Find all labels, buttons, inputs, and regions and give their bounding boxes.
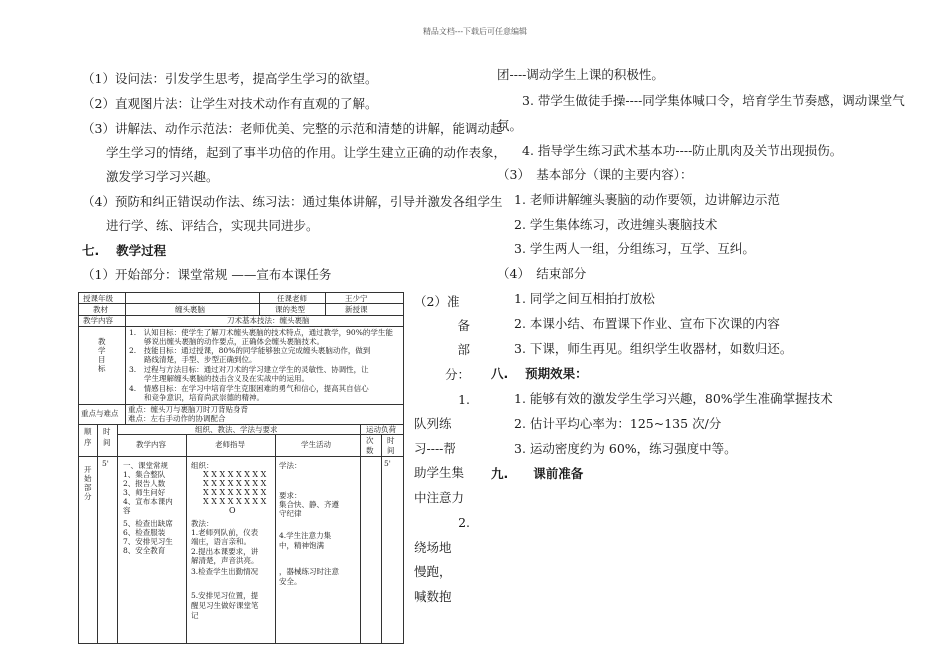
duration-value: 5' [384, 459, 391, 468]
lesson-type-label: 课的类型 [275, 305, 305, 314]
content-header: 教学内容 [136, 440, 166, 449]
method-3-line-3: 激发学习学习兴趣。 [106, 169, 219, 184]
teaching-method: 醒见习生做好课堂笔 [191, 601, 259, 610]
seq-1: 开 [84, 465, 92, 474]
right-line: 3. 运动密度约为 60%，练习强度中等。 [514, 441, 737, 456]
prep-item-1-number: 1. [458, 392, 470, 407]
teacher-name: 王少宁 [345, 294, 368, 303]
goals-label-4: 标 [98, 364, 106, 373]
seq-header-2: 序 [84, 438, 92, 447]
lesson-plan-table [78, 292, 404, 644]
teaching-method: 1.老师列队前，仪表 [191, 528, 259, 537]
teacher-position: O [229, 506, 236, 515]
content-item: 一、课堂常规 [123, 461, 168, 470]
teaching-method-label: 教法： [191, 519, 214, 528]
student-requirement: ，器械练习时注意 [279, 567, 339, 576]
section-8-heading: 八. 预期效果： [491, 366, 588, 381]
time-header-2: 间 [103, 438, 111, 447]
seq-3: 部 [84, 483, 92, 492]
basic-part-heading: （3） 基本部分（课的主要内容）： [497, 167, 693, 182]
content-item: 5、检查出缺席 [123, 519, 173, 528]
goals-label-2: 学 [98, 346, 106, 355]
method-4-line-1: （4）预防和纠正错误动作法、练习法：通过集体讲解，引导并激发各组学生 [82, 194, 503, 209]
seq-4: 分 [84, 492, 92, 501]
goals-label-3: 目 [98, 355, 106, 364]
right-line: 3. 学生两人一组，分组练习，互学、互纠。 [514, 241, 755, 256]
material-value: 缠头裹脑 [175, 305, 205, 314]
right-line: 氛。 [497, 118, 523, 133]
content-item: 6、检查服装 [123, 528, 166, 537]
end-part-heading: （4） 结束部分 [497, 266, 587, 281]
goal-line: 够说出缠头裹脑的动作要点，正确体会缠头裹脑技术。 [129, 337, 324, 346]
right-line: 2. 学生集体练习，改进缠头裹脑技术 [514, 217, 718, 232]
goal-line: 3. 过程与方法目标：通过对刀术的学习建立学生的灵敏性、协调性，让 [129, 365, 369, 374]
student-requirement: 集合快、静、齐遵 [279, 500, 339, 509]
time-header-1: 时 [103, 427, 111, 436]
section-7-heading: 七. 教学过程 [82, 243, 167, 258]
formation-row: X X X X X X X X [203, 470, 267, 479]
method-4-line-2: 进行学、练、评结合，实现共同进步。 [106, 218, 319, 233]
content-item: 1、集合整队 [123, 470, 166, 479]
difficulty-point: 难点：左右手动作的协调配合 [128, 414, 226, 423]
content-item: 7、安排见习生 [123, 537, 173, 546]
lesson-type-value: 新授课 [345, 305, 368, 314]
prep-item-2: 绕场地 [414, 540, 452, 555]
prep-item-1: 中注意力 [414, 490, 465, 505]
organization-label: 组织： [191, 461, 214, 470]
time-value: 5' [102, 459, 109, 468]
study-method-label: 学法： [279, 461, 302, 470]
teaching-method: 2.提出本课要求，讲 [191, 547, 259, 556]
times-header-1: 次 [366, 436, 374, 445]
student-requirement: 安全。 [279, 577, 302, 586]
student-requirement: 要求： [279, 491, 302, 500]
content-item: 3、师生问好 [123, 488, 166, 497]
right-line: 团----调动学生上课的积极性。 [497, 67, 664, 82]
key-points-label: 重点与难点 [81, 409, 119, 418]
content-value: 刀术基本技法：缠头裹脑 [227, 316, 310, 325]
prep-item-1: 助学生集 [414, 465, 465, 480]
method-3-line-1: （3）讲解法、动作示范法：老师优美、完整的示范和清楚的讲解，能调动起 [82, 121, 503, 136]
prep-heading-2: 备 [457, 318, 470, 333]
prep-item-2-number: 2. [458, 515, 470, 530]
student-requirement: 守纪律 [279, 509, 302, 518]
teacher-label: 任课老师 [277, 294, 307, 303]
load-header: 运动负荷 [366, 425, 396, 434]
org-header: 组织、教法、学法与要求 [195, 425, 278, 434]
prep-item-1: 队列练 [414, 416, 452, 431]
times-header-2: 数 [366, 446, 374, 455]
section-9-heading: 九. 课前准备 [491, 466, 584, 481]
teaching-method: 端庄，语言亲和。 [191, 537, 251, 546]
right-line: 3. 下课，师生再见。组织学生收器材，如数归还。 [514, 341, 793, 356]
prep-item-2: 慢跑， [414, 564, 452, 579]
method-3-line-2: 学生学习的情绪，起到了事半功倍的作用。让学生建立正确的动作表象， [106, 145, 507, 160]
content-item: 8、安全教育 [123, 546, 166, 555]
dur-header-1: 时 [387, 436, 395, 445]
right-line: 1. 同学之间互相拍打放松 [514, 291, 655, 306]
right-line: 2. 本课小结、布置课下作业、宣布下次课的内容 [514, 316, 780, 331]
goal-line: 2. 技能目标：通过授课，80%的同学能够独立完成缠头裹脑动作，做到 [129, 346, 371, 355]
material-label: 教材 [93, 305, 108, 314]
goals-label-1: 教 [98, 337, 106, 346]
watermark: 精品文档---下载后可任意编辑 [422, 27, 528, 36]
method-2: （2）直观图片法：让学生对技术动作有直观的了解。 [82, 96, 378, 111]
right-line: 3. 带学生做徒手操----同学集体喊口令，培育学生节奏感，调动课堂气 [522, 93, 905, 108]
right-line: 1. 能够有效的激发学生学习兴趣，80%学生准确掌握技术 [514, 391, 833, 406]
prep-item-2: 喊数抱 [414, 589, 452, 604]
teaching-method: 记 [191, 611, 199, 620]
teaching-method: 解清楚，声音洪亮。 [191, 556, 259, 565]
student-requirement: 中，精神饱满 [279, 541, 324, 550]
teaching-method: 3.检查学生出勤情况 [191, 567, 259, 576]
goal-line: 1. 认知目标：使学生了解刀术缠头裹脑的技术特点，通过教学，90%的学生能 [129, 328, 393, 337]
part-1-heading: （1）开始部分：课堂常规 ——宣布本课任务 [82, 267, 332, 282]
prep-heading-1: （2）准 [414, 294, 460, 309]
grade-label: 授课年级 [83, 294, 113, 303]
seq-header-1: 顺 [84, 427, 92, 436]
method-1: （1）设问法：引发学生思考，提高学生学习的欲望。 [82, 71, 378, 86]
teaching-method: 5.安排见习位置，提 [191, 591, 259, 600]
right-line: 1. 老师讲解缠头裹脑的动作要领，边讲解边示范 [514, 192, 780, 207]
goal-line: 学生理解缠头裹脑的技击含义及在实战中的运用。 [129, 374, 309, 383]
formation-row: X X X X X X X X [203, 497, 267, 506]
right-line: 2. 估计平均心率为：125~135 次/分 [514, 416, 722, 431]
guide-header: 老师指导 [215, 440, 245, 449]
seq-2: 始 [84, 474, 92, 483]
dur-header-2: 间 [387, 446, 395, 455]
student-requirement: 4.学生注意力集 [279, 531, 332, 540]
content-label: 教学内容 [83, 316, 113, 325]
content-item: 容 [123, 506, 131, 515]
content-item: 2、报告人数 [123, 479, 166, 488]
formation-row: X X X X X X X X [203, 479, 267, 488]
key-point: 重点：缠头刀与裹脑刀时刀背贴身背 [128, 405, 248, 414]
goal-line: 和竞争意识，培育尚武崇德的精神。 [129, 393, 264, 402]
right-line: 4. 指导学生练习武术基本功----防止肌肉及关节出现损伤。 [522, 143, 843, 158]
content-item: 4、宣布本课内 [123, 497, 173, 506]
prep-item-1: 习----帮 [414, 441, 456, 456]
formation-row: X X X X X X X X [203, 488, 267, 497]
prep-heading-4: 分： [444, 367, 470, 382]
goal-line: 4. 情感目标：在学习中培育学生克服困难的勇气和信心，提高其自信心 [129, 384, 369, 393]
student-header: 学生活动 [301, 440, 331, 449]
prep-heading-3: 部 [457, 342, 470, 357]
goal-line: 路线清楚，手型、步型正确到位。 [129, 355, 257, 364]
